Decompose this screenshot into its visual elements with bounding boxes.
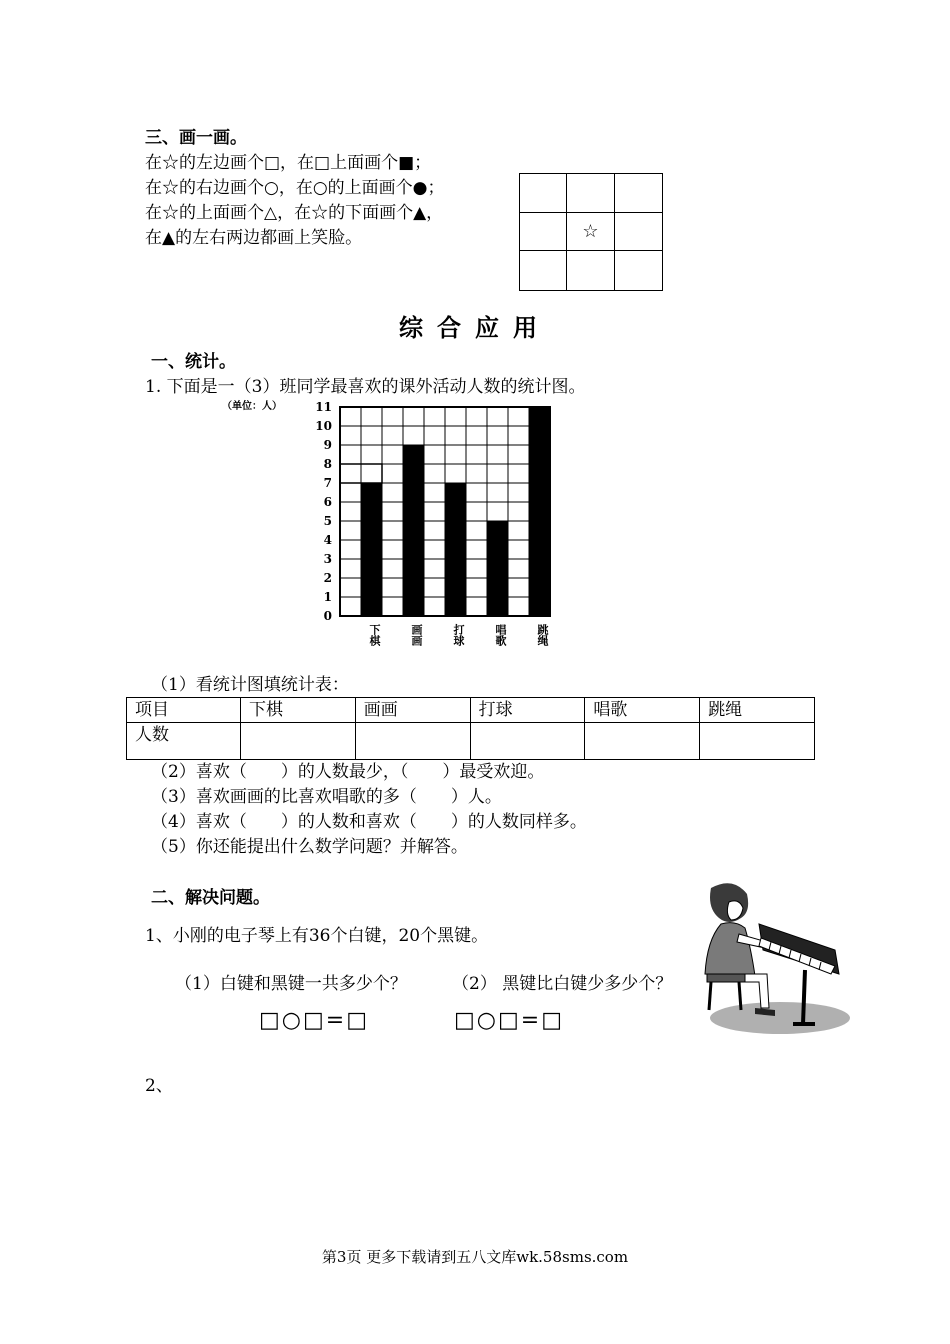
- grid-cell: [567, 251, 614, 290]
- page-footer: 第3页 更多下载请到五八文库wk.58sms.com: [321, 1248, 629, 1266]
- y-tick-label: 3: [323, 552, 332, 566]
- part1-question-1: 1. 下面是一（3）班同学最喜欢的课外活动人数的统计图。: [145, 377, 586, 397]
- question-4: （4）喜欢（ ）的人数和喜欢（ ）的人数同样多。: [151, 812, 587, 832]
- piano-girl-illustration: [685, 878, 850, 1038]
- formula-boxes-1[interactable]: □○□=□: [259, 1008, 369, 1033]
- answer-cell[interactable]: [355, 723, 470, 760]
- instruction-line-3: 在☆的上面画个△，在☆的下面画个▲，: [145, 203, 444, 223]
- y-tick-label: 8: [323, 457, 332, 471]
- grid-cell-star: [567, 213, 614, 252]
- grid-cell: [520, 251, 567, 290]
- y-tick-label: 1: [323, 590, 332, 604]
- y-tick-label: 9: [323, 438, 332, 452]
- grid-cell: [567, 174, 614, 213]
- instruction-line-2: 在☆的右边画个○，在○的上面画个●；: [145, 178, 445, 198]
- table-cell: 打球: [470, 698, 585, 723]
- table-cell: 跳绳: [700, 698, 815, 723]
- bar-画画: [403, 445, 424, 616]
- table-row: [127, 723, 815, 760]
- table-cell: 人数: [127, 723, 241, 760]
- table-cell: 唱歌: [585, 698, 700, 723]
- unit-label: （单位：人）: [222, 401, 282, 412]
- grid-cell: [520, 213, 567, 252]
- table-cell: 项目: [127, 698, 241, 723]
- question-2: （2）喜欢（ ）的人数最少，（ ）最受欢迎。: [151, 762, 545, 782]
- y-tick-label: 11: [315, 400, 332, 414]
- part2-heading: 二、解决问题。: [151, 888, 270, 908]
- table-cell: 下棋: [241, 698, 356, 723]
- x-tick-label: 跳绳: [536, 624, 549, 646]
- part2-question-2: 2、: [145, 1076, 173, 1096]
- y-tick-label: 0: [323, 609, 332, 623]
- y-tick-label: 7: [323, 476, 332, 490]
- question-5: （5）你还能提出什么数学问题？并解答。: [151, 837, 468, 857]
- grid-cell: [615, 213, 662, 252]
- table-cell: 画画: [355, 698, 470, 723]
- sub-question-1: （1）白键和黑键一共多少个？: [175, 974, 407, 994]
- question-3: （3）喜欢画画的比喜欢唱歌的多（ ）人。: [151, 787, 502, 807]
- y-tick-label: 2: [323, 571, 332, 585]
- star-icon: ☆: [582, 220, 599, 242]
- part1-heading: 一、统计。: [151, 352, 236, 372]
- y-tick-label: 5: [323, 514, 332, 528]
- x-tick-label: 打球: [452, 624, 465, 646]
- x-tick-label: 画画: [410, 624, 423, 646]
- bar-跳绳: [529, 407, 550, 616]
- x-tick-label: 下棋: [368, 624, 381, 646]
- answer-cell[interactable]: [241, 723, 356, 760]
- table-row: [127, 698, 815, 723]
- answer-cell[interactable]: [470, 723, 585, 760]
- instruction-line-1: 在☆的左边画个□，在□上面画个■；: [145, 153, 432, 173]
- page-title: 综合应用: [399, 313, 551, 342]
- bar-打球: [445, 483, 466, 616]
- instruction-line-4: 在▲的左右两边都画上笑脸。: [145, 228, 363, 248]
- table-intro: （1）看统计图填统计表：: [151, 675, 349, 695]
- answer-cell[interactable]: [700, 723, 815, 760]
- bar-chart: [200, 395, 580, 657]
- stats-table: [126, 697, 815, 760]
- bar-下棋: [361, 483, 382, 616]
- bar-唱歌: [487, 521, 508, 616]
- part2-question-1: 1、小刚的电子琴上有36个白键，20个黑键。: [145, 926, 489, 946]
- grid-cell: [615, 174, 662, 213]
- grid-cell: [615, 251, 662, 290]
- x-tick-label: 唱歌: [494, 624, 507, 646]
- sub-question-2: （2） 黑键比白键少多少个？: [452, 974, 673, 994]
- answer-cell[interactable]: [585, 723, 700, 760]
- formula-boxes-2[interactable]: □○□=□: [454, 1008, 564, 1033]
- drawing-grid: [519, 173, 663, 291]
- section3-heading: 三、画一画。: [145, 128, 247, 148]
- y-tick-label: 10: [315, 419, 332, 433]
- y-tick-label: 6: [323, 495, 332, 509]
- grid-cell: [520, 174, 567, 213]
- y-tick-label: 4: [323, 533, 332, 547]
